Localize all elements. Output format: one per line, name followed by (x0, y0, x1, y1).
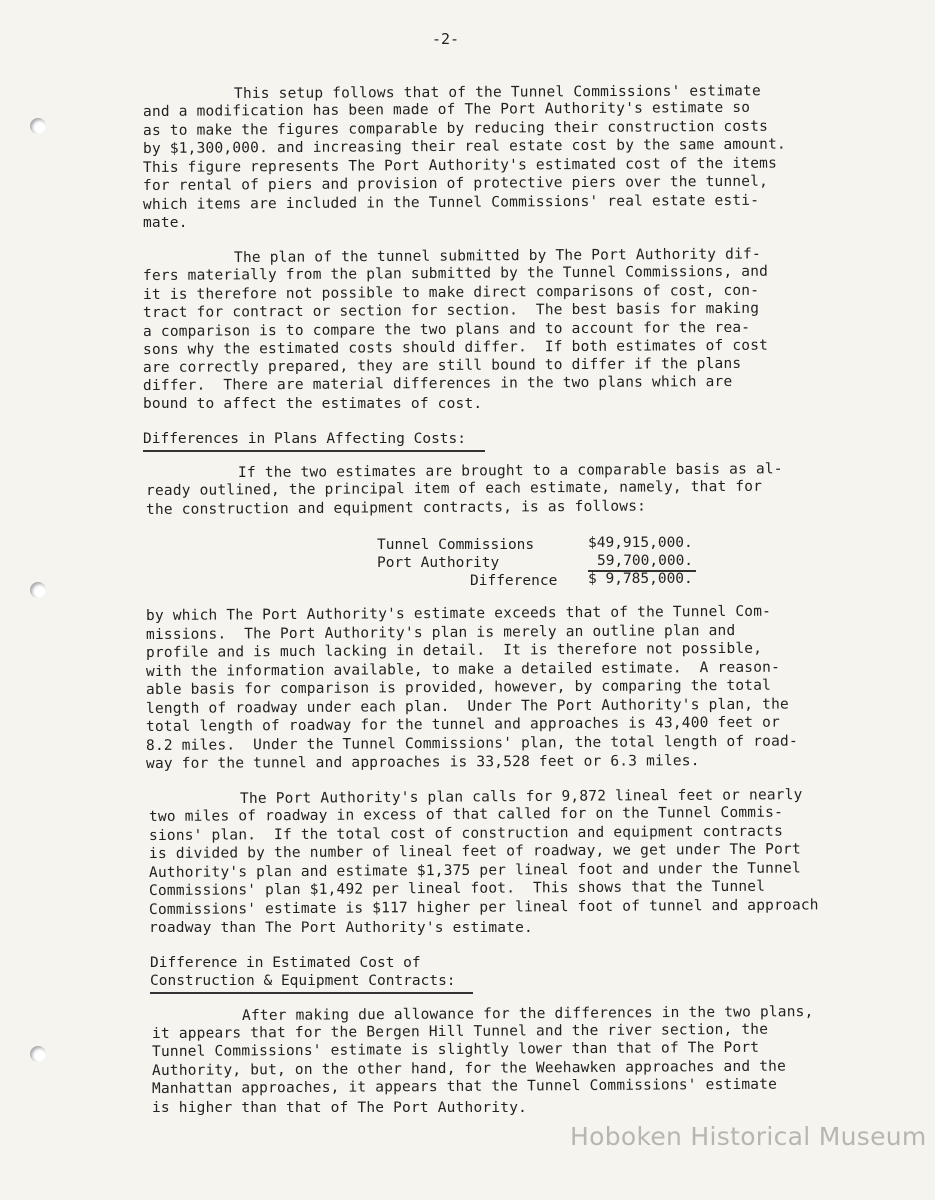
p2-line-4: tract for contract or section for section. The best basis for making (142, 300, 760, 321)
heading-1-underline (143, 450, 485, 452)
p4-line-4: with the information available, to make a detailed estimate. A reason- (145, 659, 781, 680)
p1-line-7: which items are included in the Tunnel Commissions' real estate esti- (142, 192, 760, 213)
p5-line-1: The Port Authority's plan calls for 9,872 lineal feet or nearly (239, 787, 803, 807)
p6-line-6: is higher than that of The Port Authority. (152, 1100, 528, 1116)
p5-line-5: Authority's plan and estimate $1,375 per lineal foot and under the Tunnel (148, 860, 801, 881)
p3-line-1: If the two estimates are brought to a comparable basis as al- (237, 461, 783, 481)
p4-line-9: way for the tunnel and approaches is 33,528 feet or 6.3 miles. (145, 753, 700, 772)
p6-line-1: After making due allowance for the differences in the two plans, (241, 1004, 814, 1024)
p2-line-1: The plan of the tunnel submitted by The Port Authority dif- (233, 246, 761, 266)
p5-line-7: Commissions' estimate is $117 higher per lineal foot of tunnel and approach (148, 897, 819, 918)
binder-hole-top (30, 118, 46, 134)
p4-line-7: total length of roadway for the tunnel and approaches is 43,400 feet or (145, 714, 781, 735)
p4-line-1: by which The Port Authority's estimate exceeds that of the Tunnel Com- (145, 603, 772, 624)
row-label-difference: Difference (470, 573, 558, 589)
p1-line-8: mate. (143, 215, 188, 231)
p1-line-5: This figure represents The Port Authority's estimated cost of the items (142, 155, 778, 176)
p1-line-6: for rental of piers and provision of protective piers over the tunnel, (142, 173, 769, 194)
section-heading-cost-difference-line-2: Construction & Equipment Contracts: (150, 973, 456, 989)
binder-hole-middle (30, 582, 46, 598)
p6-line-2: it appears that for the Bergen Hill Tunnel and the river section, the (151, 1021, 769, 1042)
row-value-tunnel-commissions: $49,915,000. (588, 535, 693, 551)
p5-line-4: is divided by the number of lineal feet of roadway, we get under The Port (148, 841, 801, 862)
p1-line-3: as to make the figures comparable by reducing their construction costs (142, 118, 769, 139)
museum-watermark: Hoboken Historical Museum (570, 1122, 927, 1151)
p3-line-3: the construction and equipment contracts, is as follows: (145, 498, 647, 518)
p5-line-3: sions' plan. If the total cost of construction and equipment contracts (148, 823, 784, 844)
p1-line-1: This setup follows that of the Tunnel Commissions' estimate (233, 83, 761, 102)
p4-line-3: profile and is much lacking in detail. It is therefore not possible, (145, 640, 763, 661)
p2-line-9: bound to affect the estimates of cost. (143, 396, 483, 412)
p2-line-3: it is therefore not possible to make direct comparisons of cost, con- (142, 282, 760, 303)
p2-line-5: a comparison is to compare the two plans and to account for the rea- (142, 319, 751, 340)
p4-line-8: 8.2 miles. Under the Tunnel Commissions' plan, the total length of road- (145, 733, 798, 754)
heading-2-underline (150, 992, 473, 994)
p2-line-7: are correctly prepared, they are still bound to differ if the plans (142, 355, 742, 376)
p6-line-5: Manhattan approaches, it appears that the Tunnel Commissions' estimate (151, 1076, 778, 1097)
p1-line-4: by $1,300,000. and increasing their real estate cost by the same amount. (142, 136, 786, 157)
p5-line-6: Commissions' plan $1,492 per lineal foot. This shows that the Tunnel (148, 878, 766, 899)
row-value-difference: $ 9,785,000. (588, 571, 693, 587)
p2-line-6: sons why the estimated costs should differ. If both estimates of cost (142, 337, 769, 358)
section-heading-cost-difference-line-1: Difference in Estimated Cost of (150, 955, 421, 971)
row-label-tunnel-commissions: Tunnel Commissions (377, 537, 535, 553)
p4-line-2: missions. The Port Authority's plan is merely an outline plan and (145, 622, 736, 643)
p4-line-6: length of roadway under each plan. Under The Port Authority's plan, the (145, 696, 789, 717)
section-heading-plan-differences: Differences in Plans Affecting Costs: (143, 431, 467, 447)
p3-line-2: ready outlined, the principal item of each estimate, namely, that for (145, 478, 763, 499)
p6-line-3: Tunnel Commissions' estimate is slightly lower than that of The Port (151, 1039, 760, 1060)
p5-line-2: two miles of roadway in excess of that called for on the Tunnel Commis- (148, 804, 784, 825)
p6-line-4: Authority, but, on the other hand, for the Weehawken approaches and the (151, 1058, 787, 1079)
p1-line-2: and a modification has been made of The Port Authority's estimate so (142, 99, 751, 120)
row-value-port-authority: 59,700,000. (597, 553, 694, 569)
p4-line-5: able basis for comparison is provided, however, by comparing the total (145, 677, 772, 698)
row-label-port-authority: Port Authority (377, 555, 500, 571)
p2-line-8: differ. There are material differences in the two plans which are (142, 373, 733, 394)
binder-hole-bottom (30, 1046, 46, 1062)
page-number: -2- (432, 30, 460, 48)
p5-line-8: roadway than The Port Authority's estimate. (149, 920, 533, 936)
p2-line-2: fers materially from the plan submitted by the Tunnel Commissions, and (142, 263, 769, 284)
